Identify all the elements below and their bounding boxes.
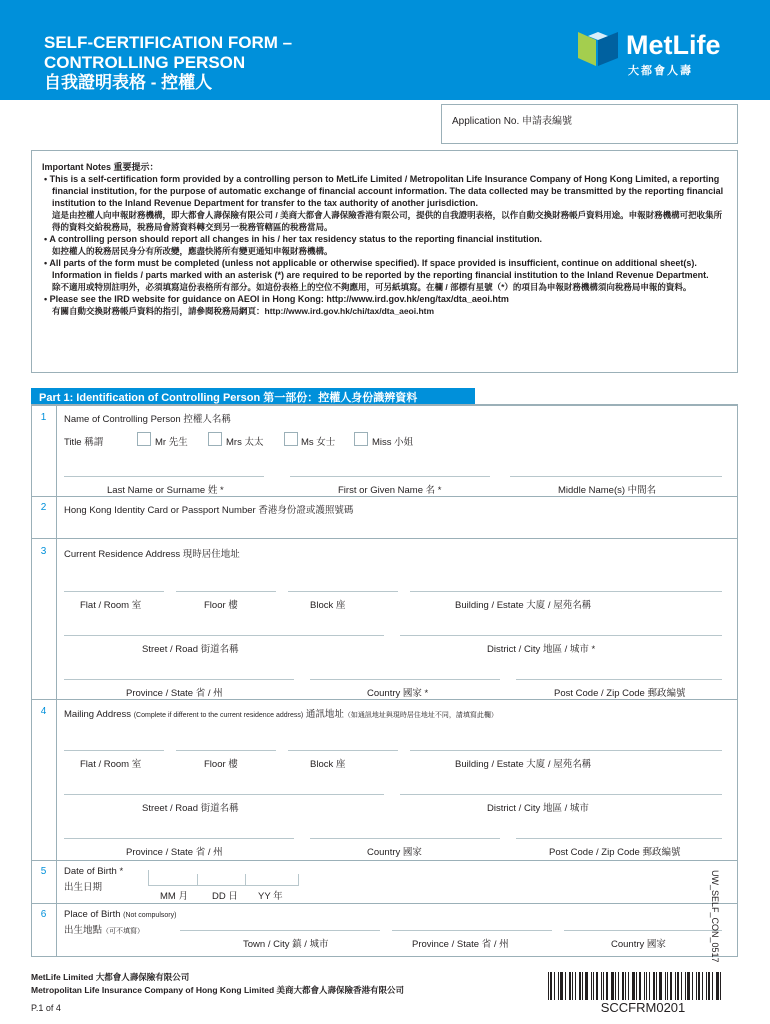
barcode xyxy=(548,972,738,1000)
barcode-bar xyxy=(572,972,573,1000)
barcode-bar xyxy=(548,972,549,1000)
mail-floor-field[interactable] xyxy=(176,750,276,751)
barcode-bar xyxy=(601,972,602,1000)
barcode-bar xyxy=(615,972,616,1000)
barcode-bar xyxy=(656,972,657,1000)
birth-country-label: Country 國家 xyxy=(611,939,666,950)
mail-district-field[interactable] xyxy=(400,794,722,795)
footer-company-line2: Metropolitan Life Insurance Company of Hong Kong Limited 美商大都會人壽保險香港有限公司 xyxy=(31,985,405,995)
mrs-checkbox[interactable] xyxy=(208,432,222,446)
mail-building-label: Building / Estate 大廈 / 屋苑名稱 xyxy=(455,759,592,770)
row-divider xyxy=(31,538,738,539)
barcode-bar xyxy=(696,972,697,1000)
res-block-label: Block 座 xyxy=(310,600,346,611)
metlife-logo xyxy=(572,22,744,80)
part1-header xyxy=(31,388,475,404)
res-country-field[interactable] xyxy=(310,679,500,680)
res-flat-field[interactable] xyxy=(64,591,164,592)
mail-street-field[interactable] xyxy=(64,794,384,795)
mr-checkbox[interactable] xyxy=(137,432,151,446)
barcode-bar xyxy=(702,972,703,1000)
note-2-en: • A controlling person should report all changes in his / her tax residency status to the reporting financial institution. xyxy=(44,234,543,244)
metlife-logo-icon xyxy=(576,26,620,70)
barcode-bar xyxy=(579,972,581,1000)
form-code-vertical: UW_SELF_CON_0517 xyxy=(710,870,720,963)
application-no-box[interactable] xyxy=(441,104,738,144)
note-3-cn: 除不適用或特別註明外，必須填寫這份表格所有部分。如這份表格上的空位不夠應用，可另紙填寫。在欄 / 部標有星號（*）的項目為申報財務機構須向稅務局申報的資料。 xyxy=(52,282,692,292)
barcode-bar xyxy=(644,972,645,1000)
barcode-bar xyxy=(603,972,604,1000)
note-3-en: • All parts of the form must be completed (unless not applicable or otherwise specified). If space provided is insufficient, continue on additional sheet(s). Information in fields / parts marked with an asterisk (*) are required to be reported by the reporting financial institution to the Inland Revenue Department. xyxy=(44,258,709,280)
barcode-bar xyxy=(677,972,679,1000)
last-name-field[interactable] xyxy=(64,476,264,477)
dob-label: Date of Birth * xyxy=(64,866,124,877)
res-floor-label: Floor 樓 xyxy=(204,600,238,611)
row6-number: 6 xyxy=(40,909,47,920)
mail-block-label: Block 座 xyxy=(310,759,346,770)
miss-label: Miss 小姐 xyxy=(372,437,414,448)
barcode-bar xyxy=(649,972,650,1000)
barcode-bar xyxy=(618,972,619,1000)
application-no-label: Application No. 申請表編號 xyxy=(452,116,573,127)
notes-title: Important Notes 重要提示： xyxy=(42,162,159,172)
note-4-en: • Please see the IRD website for guidance on AEOI in Hong Kong: http://www.ird.gov.hk/eng/tax/dta_aeoi.htm xyxy=(44,294,509,304)
first-name-field[interactable] xyxy=(290,476,490,477)
res-province-label: Province / State 省 / 州 xyxy=(126,688,223,699)
barcode-bar xyxy=(665,972,666,1000)
mail-country-field[interactable] xyxy=(310,838,500,839)
barcode-bar xyxy=(575,972,576,1000)
row-divider xyxy=(31,903,738,904)
barcode-bar xyxy=(560,972,563,1000)
title-label: Title 稱謂 xyxy=(64,437,104,448)
res-building-label: Building / Estate 大廈 / 屋苑名稱 xyxy=(455,600,592,611)
barcode-bar xyxy=(675,972,676,1000)
barcode-bar xyxy=(670,972,672,1000)
barcode-bar xyxy=(639,972,641,1000)
res-block-field[interactable] xyxy=(288,591,398,592)
barcode-bar xyxy=(611,972,614,1000)
birth-town-field[interactable] xyxy=(180,930,380,931)
row2-number: 2 xyxy=(40,502,47,513)
mail-flat-label: Flat / Room 室 xyxy=(80,759,142,770)
miss-checkbox[interactable] xyxy=(354,432,368,446)
mrs-label: Mrs 太太 xyxy=(226,437,264,448)
barcode-bar xyxy=(712,972,713,1000)
res-postcode-label: Post Code / Zip Code 郵政編號 xyxy=(554,688,686,699)
number-column-divider xyxy=(56,406,57,957)
mail-district-label: District / City 地區 / 城市 xyxy=(487,803,589,814)
first-name-label: First or Given Name 名 * xyxy=(338,485,442,496)
res-postcode-field[interactable] xyxy=(516,679,722,680)
birth-country-field[interactable] xyxy=(564,930,722,931)
barcode-bar xyxy=(554,972,555,1000)
place-of-birth-label-cn: 出生地點（可不填寫） xyxy=(64,925,145,936)
dob-year-label: YY 年 xyxy=(258,891,283,902)
barcode-bar xyxy=(685,972,686,1000)
dob-month-label: MM 月 xyxy=(160,891,188,902)
row-divider xyxy=(31,496,738,497)
logo-wordmark: MetLife xyxy=(626,30,721,60)
barcode-label: SCCFRM0201 xyxy=(600,1000,686,1015)
barcode-bar xyxy=(706,972,707,1000)
middle-name-field[interactable] xyxy=(510,476,722,477)
row5-number: 5 xyxy=(40,866,47,877)
mail-postcode-label: Post Code / Zip Code 郵政編號 xyxy=(549,847,681,858)
dob-day-label: DD 日 xyxy=(212,891,238,902)
part1-title: Part 1: Identification of Controlling Person 第一部份：控權人身份識辨資料 xyxy=(39,392,418,404)
barcode-bar xyxy=(659,972,662,1000)
form-title-line1: SELF-CERTIFICATION FORM – xyxy=(44,33,293,52)
mr-label: Mr 先生 xyxy=(155,437,188,448)
barcode-bar xyxy=(687,972,690,1000)
barcode-bar xyxy=(593,972,594,1000)
mail-flat-field[interactable] xyxy=(64,750,164,751)
mail-building-field[interactable] xyxy=(410,750,722,751)
middle-name-label: Middle Name(s) 中間名 xyxy=(558,485,657,496)
row1-number: 1 xyxy=(40,412,47,423)
barcode-bar xyxy=(591,972,592,1000)
barcode-bar xyxy=(698,972,700,1000)
last-name-label: Last Name or Surname 姓 * xyxy=(107,485,224,496)
form-title-line2: CONTROLLING PERSON xyxy=(44,53,246,72)
res-street-label: Street / Road 街道名稱 xyxy=(142,644,239,655)
ms-checkbox[interactable] xyxy=(284,432,298,446)
barcode-bar xyxy=(550,972,552,1000)
barcode-bar xyxy=(582,972,583,1000)
birth-province-field[interactable] xyxy=(392,930,552,931)
barcode-bar xyxy=(636,972,637,1000)
birth-province-label: Province / State 省 / 州 xyxy=(412,939,509,950)
res-district-field[interactable] xyxy=(400,635,722,636)
id-passport-label: Hong Kong Identity Card or Passport Number 香港身份證或護照號碼 xyxy=(64,505,354,516)
barcode-bar xyxy=(667,972,668,1000)
mail-block-field[interactable] xyxy=(288,750,398,751)
row-divider xyxy=(31,860,738,861)
form-title-cn: 自我證明表格 - 控權人 xyxy=(44,73,213,92)
place-of-birth-label: Place of Birth (Not compulsory) xyxy=(64,909,177,920)
res-flat-label: Flat / Room 室 xyxy=(80,600,142,611)
barcode-bar xyxy=(622,972,624,1000)
barcode-bar xyxy=(569,972,571,1000)
note-2-cn: 如控權人的稅務居民身分有所改變，應盡快將所有變更通知申報財務機構。 xyxy=(52,246,333,256)
note-4-cn: 有關自動交換財務帳戶資料的指引，請參閱稅務局網頁：http://www.ird.gov.hk/chi/tax/dta_aeoi.htm xyxy=(52,306,435,316)
barcode-bar xyxy=(558,972,559,1000)
birth-town-label: Town / City 鎮 / 城市 xyxy=(243,939,329,950)
res-country-label: Country 國家 * xyxy=(367,688,429,699)
dob-field[interactable] xyxy=(148,870,298,886)
res-building-field[interactable] xyxy=(410,591,722,592)
barcode-bar xyxy=(653,972,655,1000)
mail-floor-label: Floor 樓 xyxy=(204,759,238,770)
barcode-bar xyxy=(708,972,710,1000)
mail-province-field[interactable] xyxy=(64,838,294,839)
row4-number: 4 xyxy=(40,706,47,717)
barcode-bar xyxy=(585,972,588,1000)
barcode-bar xyxy=(692,972,693,1000)
page-number: P.1 of 4 xyxy=(31,1003,61,1013)
barcode-bar xyxy=(716,972,719,1000)
mail-country-label: Country 國家 xyxy=(367,847,422,858)
footer-company-line1: MetLife Limited 大都會人壽保險有限公司 xyxy=(31,972,190,982)
barcode-bar xyxy=(596,972,598,1000)
barcode-bar xyxy=(720,972,721,1000)
barcode-bar xyxy=(681,972,682,1000)
dob-label-cn: 出生日期 xyxy=(64,882,103,893)
controlling-person-name-label: Name of Controlling Person 控權人名稱 xyxy=(64,414,231,425)
mailing-address-label: Mailing Address (Complete if different to the current residence address) 通訊地址（如通訊地址與現時居住地址不同，請填寫此欄） xyxy=(64,709,498,720)
barcode-bar xyxy=(646,972,647,1000)
barcode-bar xyxy=(606,972,608,1000)
mail-street-label: Street / Road 街道名稱 xyxy=(142,803,239,814)
mail-postcode-field[interactable] xyxy=(516,838,722,839)
row-divider xyxy=(31,699,738,700)
barcode-bar xyxy=(632,972,635,1000)
barcode-bar xyxy=(625,972,626,1000)
note-1-cn: 這是由控權人向申報財務機構，即大都會人壽保險有限公司 / 美商大都會人壽保險香港有限公司，提供的自我證明表格，以作自動交換財務帳戶資料用途。申報財務機構可把收集所得的資料交給稅務局，稅務局會將資料轉交到另一稅務管轄區的稅務當局。 xyxy=(52,210,723,232)
logo-chinese: 大都會人壽 xyxy=(628,65,693,77)
note-1-en: • This is a self-certification form provided by a controlling person to MetLife Limited / Metropolitan Life Insurance Company of Hong Kong Limited, a reporting financial institution, for the purpose of automatic exchange of financial account information. The data collected may be transmitted by the reporting financial institution to the Inland Revenue Department for transfer to the tax authority of another jurisdiction. xyxy=(44,174,724,208)
row3-number: 3 xyxy=(40,546,47,557)
important-notes xyxy=(31,150,738,373)
res-floor-field[interactable] xyxy=(176,591,276,592)
residence-address-label: Current Residence Address 現時居住地址 xyxy=(64,549,240,560)
barcode-bar xyxy=(628,972,629,1000)
res-province-field[interactable] xyxy=(64,679,294,680)
mail-province-label: Province / State 省 / 州 xyxy=(126,847,223,858)
res-street-field[interactable] xyxy=(64,635,384,636)
ms-label: Ms 女士 xyxy=(301,437,336,448)
res-district-label: District / City 地區 / 城市 * xyxy=(487,644,596,655)
barcode-bar xyxy=(565,972,566,1000)
